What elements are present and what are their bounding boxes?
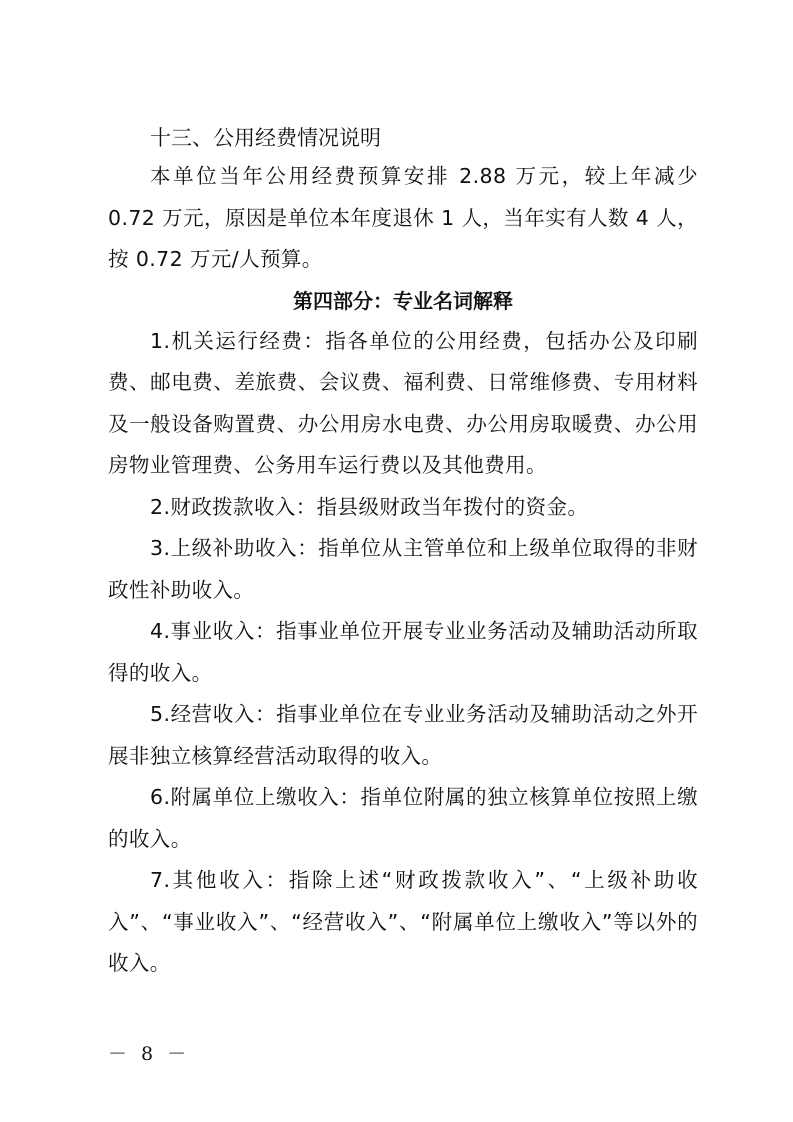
term-definition: 6.附属单位上缴收入：指单位附属的独立核算单位按照上缴的收入。 bbox=[108, 785, 698, 851]
term-definition: 5.经营收入：指事业单位在专业业务活动及辅助活动之外开展非独立核算经营活动取得的收入。 bbox=[108, 702, 698, 768]
term-definition: 2.财政拨款收入：指县级财政当年拨付的资金。 bbox=[150, 494, 589, 519]
part-title: 第四部分：专业名词解释 bbox=[293, 288, 513, 313]
page-number: － 8 － bbox=[108, 1043, 191, 1065]
section-heading: 十三、公用经费情况说明 bbox=[150, 126, 381, 150]
term-definition: 4.事业收入：指事业单位开展专业业务活动及辅助活动所取得的收入。 bbox=[108, 619, 698, 685]
page-content bbox=[108, 120, 698, 985]
term-definition: 3.上级补助收入：指单位从主管单位和上级单位取得的非财政性补助收入。 bbox=[108, 536, 698, 602]
public-expense-paragraph: 本单位当年公用经费预算安排 2.88 万元，较上年减少 0.72 万元，原因是单位本年度退休 1 人，当年实有人数 4 人，按 0.72 万元/人预算。 bbox=[108, 164, 698, 271]
term-definition: 1.机关运行经费：指各单位的公用经费，包括办公及印刷费、邮电费、差旅费、会议费、福利费、日常维修费、专用材料及一般设备购置费、办公用房水电费、办公用房取暖费、办公用房物业管理费、公务用车运行费以及其他费用。 bbox=[108, 328, 698, 477]
term-definition: 7.其他收入：指除上述“财政拨款收入”、“上级补助收 入”、“事业收入”、“经营收入”、“附属单位上缴收入”等以外的收入。 bbox=[108, 868, 698, 975]
